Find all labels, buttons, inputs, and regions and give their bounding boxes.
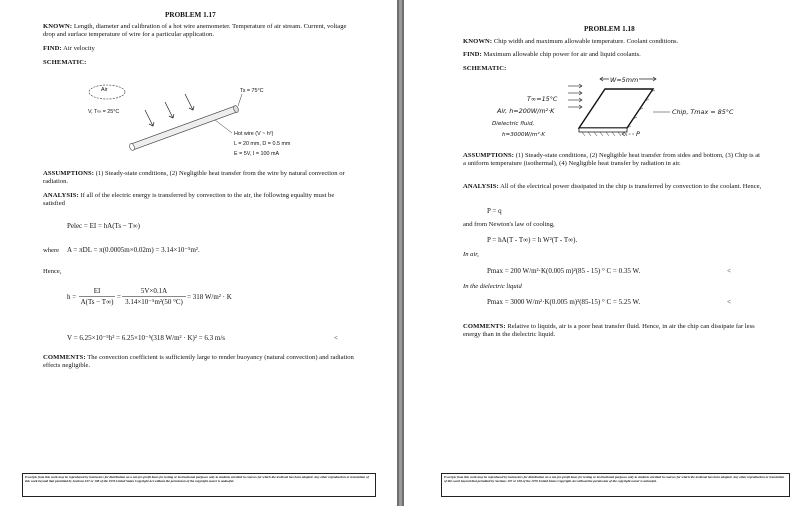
coolant-arrows-icon xyxy=(568,84,582,109)
analysis-section xyxy=(43,192,355,209)
known-label: KNOWN: xyxy=(43,23,73,30)
equation-h-result: = 318 W/m² · K xyxy=(187,293,232,301)
assumptions-section xyxy=(463,152,763,169)
equation-velocity: V = 6.25×10⁻⁵h² = 6.25×10⁻⁵(318 W/m² · K)² = 6.3 m/s xyxy=(67,334,226,342)
assumptions-section xyxy=(43,170,355,187)
assumptions-text: (1) Steady-state conditions, (2) Negligible heat transfer from the wire by natural convection or radiation. xyxy=(43,170,345,186)
known-text: Chip width and maximum allowable temperature. Coolant conditions. xyxy=(493,38,679,45)
wire-electrical-label: E = 5V, I = 100 mA xyxy=(234,151,280,157)
equation-power: P = q xyxy=(487,207,502,215)
find-label: FIND: xyxy=(43,45,62,52)
fluid-coefficient-label: h=3000W/m²·K xyxy=(502,132,546,138)
equation-air: Pmax = 200 W/m²·K(0.005 m)²(85 - 15) ° C = 0.35 W. xyxy=(487,267,641,275)
equation-h-lhs: h = xyxy=(67,293,77,301)
answer-mark-liquid: < xyxy=(727,298,731,306)
fraction-bar-1 xyxy=(79,296,115,297)
power-arrow-icon xyxy=(622,132,634,136)
comments-section xyxy=(43,354,355,371)
known-text: Length, diameter and calibration of a hot wire anemometer. Temperature of air stream. Current, voltage drop and surface temperature of wire for a particular application. xyxy=(43,23,347,39)
equation-h-num2: 5V×0.1A xyxy=(140,287,168,295)
fraction-bar-2 xyxy=(122,296,186,297)
comments-label: COMMENTS: xyxy=(43,354,86,361)
surface-temperature-label: Ts = 75°C xyxy=(240,88,264,94)
page-title: PROBLEM 1.17 xyxy=(165,11,216,19)
schematic-label: SCHEMATIC: xyxy=(43,59,87,66)
wire-label: Hot wire (V ~ h²) xyxy=(234,131,274,137)
equation-newton: P = hA(T - T∞) = h W²(T - T∞). xyxy=(487,236,578,244)
equation-h-eq: = xyxy=(117,293,121,301)
answer-mark: < xyxy=(334,334,338,342)
answer-mark-air: < xyxy=(727,267,731,275)
chip-width-label: W=5mm xyxy=(610,76,639,84)
equation-power: Pelec = EI = hA(Ts − T∞) xyxy=(67,222,140,230)
assumptions-text: (1) Steady-state conditions, (2) Negligible heat transfer from sides and bottom, (3) Chip is at a uniform temperature (isothermal), (4) Negligible heat transfer by radiation in air. xyxy=(463,152,760,168)
equation-h-den2: 3.14×10⁻⁵m²(50 °C) xyxy=(125,298,183,306)
comments-text: The convection coefficient is sufficiently large to render buoyancy (natural convection) and radiation effects negligible. xyxy=(43,354,354,370)
where-text: where xyxy=(43,247,60,254)
chip-icon xyxy=(579,89,655,136)
newton-text: and from Newton's law of cooling, xyxy=(463,221,555,228)
airflow-arrows-icon xyxy=(145,94,194,126)
power-label: P xyxy=(636,130,640,138)
schematic-label: SCHEMATIC: xyxy=(463,65,507,72)
comments-section xyxy=(463,323,768,340)
equation-h-den1: A(Ts − T∞) xyxy=(80,298,114,306)
analysis-text: If all of the electric energy is transferred by convection to the air, the following equality must be satisfied xyxy=(43,192,335,208)
page-gutter xyxy=(397,0,404,506)
comments-label: COMMENTS: xyxy=(463,323,506,330)
assumptions-label: ASSUMPTIONS: xyxy=(463,152,515,159)
in-liquid-text: In the dielectric liquid xyxy=(463,283,522,290)
page-title: PROBLEM 1.18 xyxy=(584,25,635,33)
air-temperature-label: V, T∞ = 25°C xyxy=(88,109,120,115)
copyright-footer: Excerpts from this work may be reproduced by instructors for distribution on a not-for-profit basis for testing or instructional purposes only to students enrolled in courses for which the textbook has been adopted. Any other reproduction or translation of this work beyond that permitted by Sections 107 or 108 of the 1976 United States Copyright Act without the permission of the copyright owner is unlawful. xyxy=(441,473,790,497)
analysis-section xyxy=(463,183,763,191)
analysis-text: All of the electrical power dissipated in the chip is transferred by convection to the coolant. Hence, xyxy=(500,183,762,190)
air-coefficient-label: Air, h=200W/m²·K xyxy=(497,107,555,115)
find-text: Air velocity xyxy=(63,45,95,52)
assumptions-label: ASSUMPTIONS: xyxy=(43,170,95,177)
in-air-text: In air, xyxy=(463,251,479,258)
find-text: Maximum allowable chip power for air and liquid coolants. xyxy=(483,51,641,58)
hence-text: Hence, xyxy=(43,268,62,275)
known-label: KNOWN: xyxy=(463,38,493,45)
wire-dimensions-label: L = 20 mm, D = 0.5 mm xyxy=(234,141,291,147)
find-label: FIND: xyxy=(463,51,482,58)
equation-liquid: Pmax = 3000 W/m²·K(0.005 m)²(85-15) ° C = 5.25 W. xyxy=(487,298,641,306)
comments-text: Relative to liquids, air is a poor heat transfer fluid. Hence, in air the chip can dissipate far less energy than in the dielectric liquid. xyxy=(463,323,755,339)
coolant-temperature-label: T∞=15°C xyxy=(527,95,558,103)
ts-leader-line xyxy=(238,94,242,106)
hot-wire-cylinder-icon xyxy=(129,105,240,151)
page-problem-1-18 xyxy=(404,0,791,506)
equation-h-num1: EI xyxy=(93,287,101,295)
analysis-label: ANALYSIS: xyxy=(43,192,79,199)
equation-area: A = πDL = π(0.0005m×0.02m) = 3.14×10⁻⁵m². xyxy=(67,246,200,254)
analysis-label: ANALYSIS: xyxy=(463,183,499,190)
wire-leader-line xyxy=(215,120,232,133)
chip-temperature-label: Chip, Tmax = 85°C xyxy=(672,108,734,116)
copyright-footer: Excerpts from this work may be reproduced by instructors for distribution on a not-for-profit basis for testing or instructional purposes only to students enrolled in courses for which the textbook has been adopted. Any other reproduction or translation of this work beyond that permitted by Sections 107 or 108 of the 1976 United States Copyright Act without the permission of the copyright owner is unlawful. xyxy=(22,473,376,497)
air-label: Air xyxy=(101,87,108,93)
fluid-label: Dielectric fluid, xyxy=(492,121,535,127)
